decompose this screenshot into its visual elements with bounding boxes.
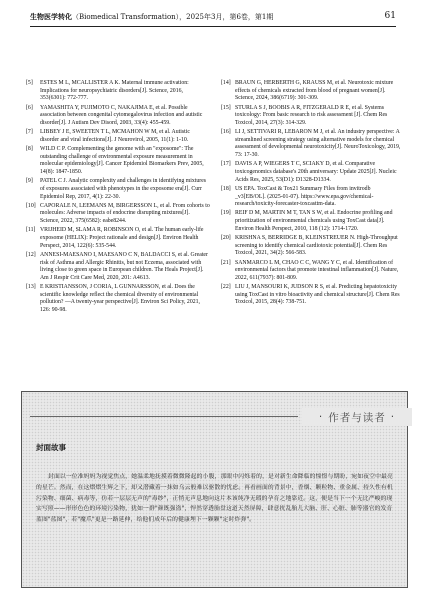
journal-name: 生物医学转化: [30, 12, 72, 21]
reference-text: E KRISTIANSSON, J CORIA, L GUNNARSSON, et al. Does the scientific knowledge reflect the chemical diversity of environmental pollution? —A twenty-year perspective[J]. Environ Sci Policy, 2021, 126: 90-98.: [40, 284, 200, 313]
reference-item: [221, 210, 401, 233]
reference-text: PATEL C J. Analytic complexity and challenges in identifying mixtures of exposures associated with phenotypes in the exposome era[J]. Curr Epidemiol Rep, 2017, 4(1): 22-30.: [40, 178, 207, 200]
reference-number: [15]: [221, 104, 231, 111]
reference-text: BRAUN G, HERBERTH G, KRAUSS M, et al. Neurotoxic mixture effects of chemicals extracted from blood of pregnant women[J]. Science, 2024, 386(6719): 301-309.: [235, 80, 394, 102]
reference-item: [26, 227, 210, 250]
reference-number: [6]: [26, 104, 33, 111]
reference-number: [19]: [221, 210, 231, 217]
reference-item: [26, 178, 210, 201]
section-tab-title: 作者与读者: [328, 411, 386, 424]
page-number: 61: [384, 11, 396, 21]
reference-item: [221, 80, 401, 103]
reference-number: [5]: [26, 80, 33, 86]
section-tab: [302, 408, 412, 426]
reference-item: [26, 129, 210, 144]
references-left-column: [26, 80, 210, 316]
reference-item: [26, 146, 210, 177]
reference-text: LI J, SETTIVARI R, LEBARON M J, et al. An industry perspective: A streamlined screening strategy using alternative models for chemical assessment of developmental neurotoxicity[J]. NeuroToxicology, 2019, 73: 17-30.: [235, 129, 401, 158]
reference-item: [221, 105, 401, 128]
reference-number: [14]: [221, 80, 231, 86]
reference-number: [17]: [221, 161, 231, 168]
reference-text: DAVIS A P, WIEGERS T C, SCIAKY D, et al. Comparative toxicogenomics database's 20th anniversary: Update 2025[J]. Nucleic Acids Res, 2025, 53(D1): D1328-D1334.: [235, 161, 397, 183]
reference-item: [221, 161, 401, 184]
reference-text: STURLA S J, BOOBIS A R, FITZGERALD R E, et al. Systems toxicology: From basic research to risk assessment [J]. Chem Res Toxicol, 2014, 27(3): 314-329.: [235, 104, 388, 126]
tab-dot: ·: [390, 411, 396, 423]
journal-detail: （Biomedical Transformation），2025年3月，第6卷，第1期: [72, 13, 274, 21]
reference-number: [8]: [26, 146, 33, 153]
reference-text: KRISHNA S, BERRIDGE B, KLEINSTREUER N. High-Throughput screening to identify chemical cardiotoxic potential[J]. Chem Res Toxicol, 2021, 34(2): 566-583.: [235, 235, 398, 257]
reference-item: [26, 105, 210, 128]
reference-item: [221, 129, 401, 160]
reference-number: [10]: [26, 202, 36, 209]
reference-item: [221, 186, 401, 209]
authors-readers-box: [21, 391, 408, 588]
reference-number: [7]: [26, 129, 33, 136]
reference-number: [22]: [221, 284, 231, 291]
reference-text: SANMARCO L M, CHAO C C, WANG Y C, et al. Identification of environmental factors that promote intestinal inflammation[J]. Nature, 2022, 611(7937): 801-809.: [235, 259, 399, 281]
journal-title: [30, 12, 273, 22]
reference-item: [26, 284, 210, 315]
reference-text: ESTES M L, MCALLISTER A K. Maternal immune activation: Implications for neuropsychiatric disorders[J]. Science, 2016, 353(6301): 772-777.: [40, 80, 189, 102]
reference-number: [12]: [26, 251, 36, 258]
page-header: [30, 10, 396, 24]
tab-dot: ·: [318, 411, 324, 423]
reference-text: LIBBEY J E, SWEETEN T L, MCMAHON W M, et al. Autistic disorder and viral infections[J]. J Neurovirol, 2005, 11(1): 1-10.: [40, 129, 190, 143]
reference-text: ANNESI-MAESANO I, MAESANO C N, BALDACCI S, et al. Greater risk of Asthma and Allergic Rhinitis, but not Eczema, associated with living close to green space in European children. The Heals Project[J]. Am J Respir Crit Care Med, 2020, 201: A4613.: [40, 251, 208, 281]
cover-story-text: 封面以一位准妈妈为视觉焦点，她温柔地抚摸着微微隆起的小腹，那眼中闪烁着的，是对新生命降临的憧憬与期盼，宛如夜空中最亮的星芒。然而，在这熠熠生辉之下，却又潜藏着一抹如乌云般难以驱散的忧虑。再看画面的背景中，香烟、颗粒物、重金属、持久性有机污染物、细菌、病毒等，仿若一层层无声的"毒纱"，正悄无声息地向这片本该纯净无瑕的孕育之地靠近。这，便是当下一个无比严峻的现实写照——形形色色的环境污染物，犹如一群"颜既强盗"，悍然穿透胎盘这道天然屏障，肆意扰乱胎儿大脑、肝、心脏、肺等器官的发育蓝图"蓝图"，若"魔爪"更是一路延伸，给他们成年后的健康埋下一颗颗"定时炸弹"。: [36, 474, 393, 524]
reference-text: REIF D M, MARTIN M T, TAN S W, et al. Endocrine profiling and prioritization of environmental chemicals using ToxCast data[J]. Environ Health Perspect, 2010, 118 (12): 1714-1720.: [235, 210, 393, 232]
reference-number: [16]: [221, 129, 231, 136]
reference-item: [221, 235, 401, 258]
reference-number: [11]: [26, 227, 36, 234]
reference-text: YAMASHITA Y, FUJIMOTO C, NAKAJIMA E, et al. Possible association between congenital cytomegalovirus infection and autistic disorder[J]. J Autism Dev Disord, 2003, 33(4): 455-459.: [40, 104, 203, 126]
reference-text: VRIJHEID M, SLAMA R, ROBINSON O, et al. The human early-life exposome (HELIX): Project rationale and design[J]. Environ Health Perspect, 2014, 122(6): 535-544.: [40, 227, 204, 249]
reference-number: [18]: [221, 185, 231, 192]
reference-number: [13]: [26, 284, 36, 291]
reference-number: [9]: [26, 178, 33, 185]
cover-story-title: 封面故事: [36, 443, 66, 452]
box-divider: [30, 416, 298, 417]
reference-text: US EPA. ToxCast & Tox21 Summary Files from invitrodb _v3[EB/OL]. (2025-01-07). https://www.epa.gov/chemical-research/toxicity-forecaster-toxcasttm-data.: [235, 185, 374, 208]
references-right-column: [221, 80, 401, 309]
reference-text: WILD C P. Complementing the genome with an "exposome": The outstanding challenge of environmental exposure measurement in molecular epidemiology[J]. Cancer Epidemiol Biomarkers Prev, 2005, 14(8): 1847-1850.: [40, 146, 204, 175]
reference-item: [221, 260, 401, 283]
reference-item: [221, 284, 401, 307]
reference-item: [26, 80, 210, 103]
reference-number: [21]: [221, 259, 231, 266]
reference-text: LIU J, MANSOURI K, JUDSON R S, et al. Predicting hepatotoxicity using ToxCast in vitro bioactivity and chemical structure[J]. Chem Res Toxicol, 2015, 28(4): 738-751.: [235, 284, 400, 306]
reference-number: [20]: [221, 235, 231, 241]
reference-text: CAPORALE N, LEEMANS M, BIRGERSSON L, et al. From cohorts to molecules: Adverse impacts of endocrine disrupting mixtures[J]. Science, 2022, 375(6582): eabe8244.: [40, 202, 210, 225]
reference-item: [26, 252, 210, 283]
reference-item: [26, 203, 210, 226]
header-rule: [30, 26, 396, 27]
